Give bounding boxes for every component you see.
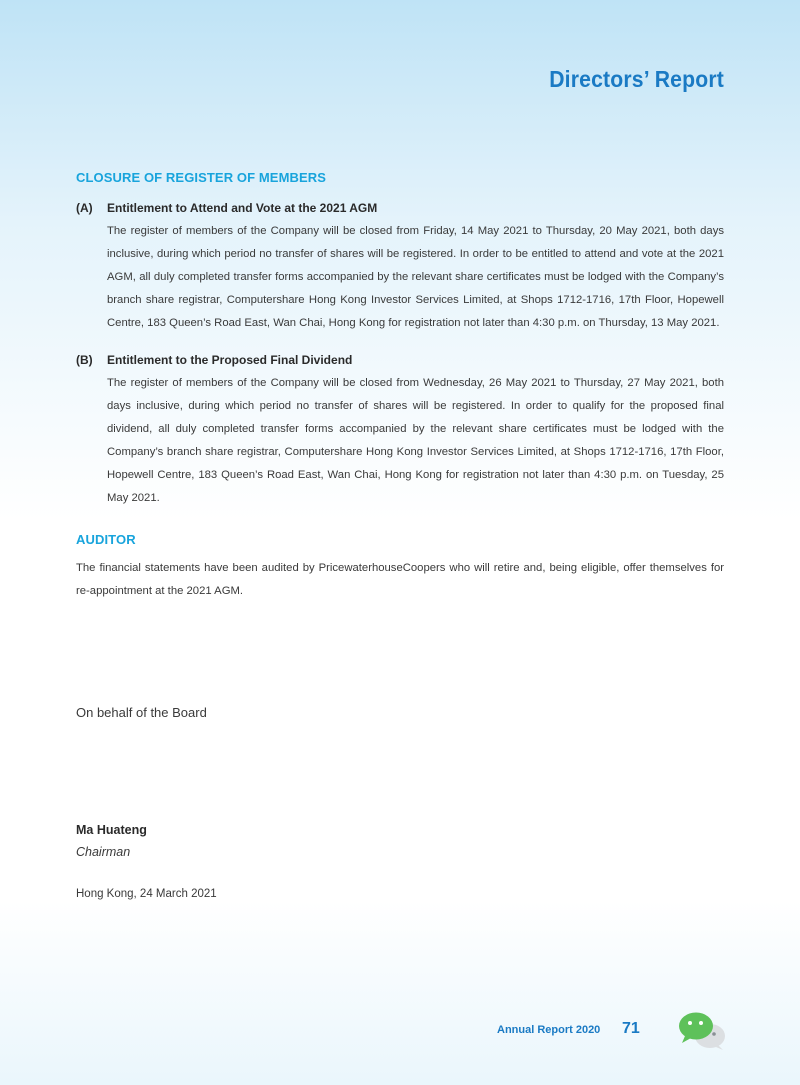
section-auditor <box>76 532 724 603</box>
subsection-b-title: Entitlement to the Proposed Final Dividend <box>107 353 353 367</box>
page-title: Directors’ Report <box>549 66 724 92</box>
report-body <box>76 170 724 603</box>
section-heading-auditor: AUDITOR <box>76 532 136 547</box>
page-number: 71 <box>622 1020 640 1037</box>
signer-name: Ma Huateng <box>76 823 147 837</box>
subsection-a <box>76 201 724 335</box>
subsection-b-text: The register of members of the Company will be closed from Wednesday, 26 May 2021 to Thursday, 27 May 2021, both days inclusive, during which period no transfer of shares will be registered. In order to qualify for the proposed final dividend, all duly completed transfer forms accompanied by the relevant share certificates must be lodged with the Company’s branch share registrar, Computershare Hong Kong Investor Services Limited, at Shops 1712-1716, 17th Floor, Hopewell Centre, 183 Queen’s Road East, Wan Chai, Hong Kong for registration not later than 4:30 p.m. on Tuesday, 25 May 2021. <box>107 377 724 504</box>
subsection-a-text: The register of members of the Company will be closed from Friday, 14 May 2021 to Thursday, 20 May 2021, both days inclusive, during which period no transfer of shares will be registered. In order to be entitled to attend and vote at the 2021 AGM, all duly completed transfer forms accompanied by the relevant share certificates must be lodged with the Company’s branch share registrar, Computershare Hong Kong Investor Services Limited, at Shops 1712-1716, 17th Floor, Hopewell Centre, 183 Queen’s Road East, Wan Chai, Hong Kong for registration not later than 4:30 p.m. on Thursday, 13 May 2021. <box>107 225 724 329</box>
wechat-icon <box>676 1010 728 1052</box>
section-heading-closure: CLOSURE OF REGISTER OF MEMBERS <box>76 170 327 185</box>
subsection-a-letter: (A) <box>76 201 93 215</box>
subsection-b <box>76 353 724 510</box>
subsection-b-letter: (B) <box>76 353 93 367</box>
subsection-a-title: Entitlement to Attend and Vote at the 2021 AGM <box>107 201 378 215</box>
place-date: Hong Kong, 24 March 2021 <box>76 888 217 900</box>
signer-title: Chairman <box>76 845 131 859</box>
subsection-a-heading <box>76 201 724 215</box>
footer-label: Annual Report 2020 <box>497 1024 601 1036</box>
auditor-text: The financial statements have been audited by PricewaterhouseCoopers who will retire and, being eligible, offer themselves for re-appointment at the 2021 AGM. <box>76 562 724 597</box>
subsection-b-heading <box>76 353 724 367</box>
on-behalf-text: On behalf of the Board <box>76 705 207 720</box>
